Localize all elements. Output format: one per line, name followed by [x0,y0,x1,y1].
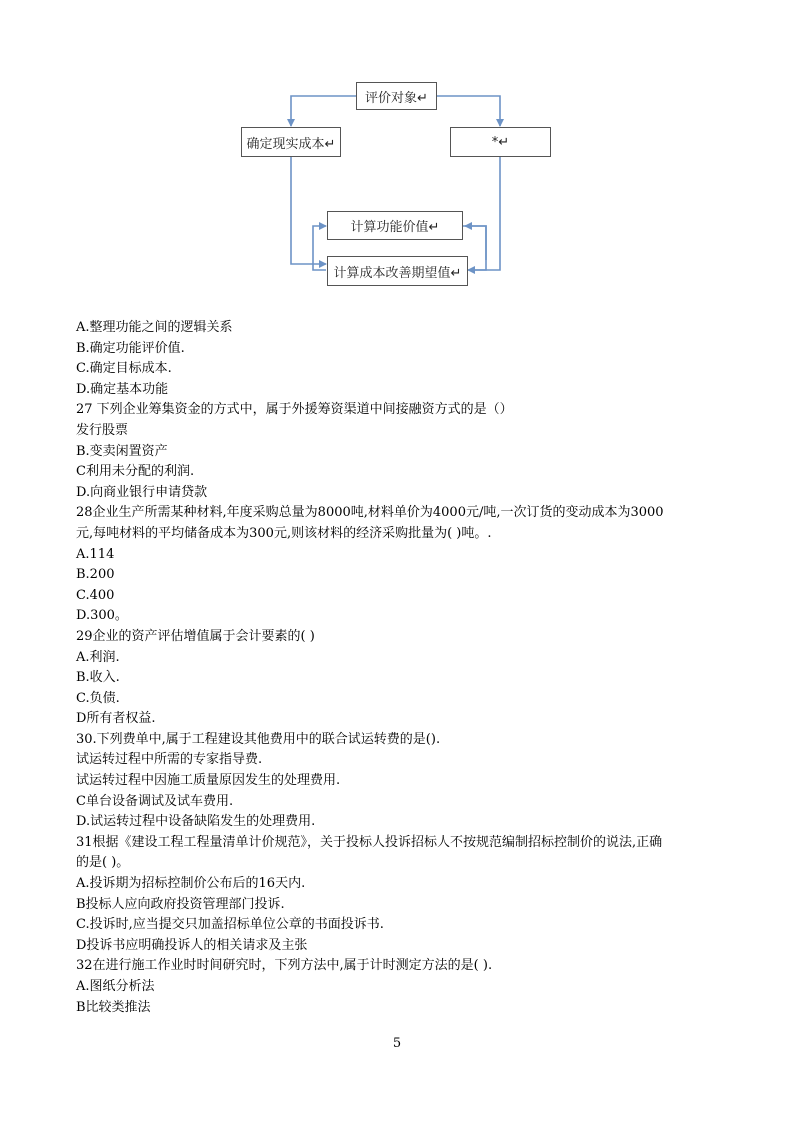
text-line: 28企业生产所需某种材料,年度采购总量为8000吨,材料单价为4000元/吨,一次订货的变动成本为3000 [76,505,664,521]
text-line: A.利润. [76,649,120,665]
text-line: 试运转过程中所需的专家指导费. [76,752,263,768]
text-line: C.负债. [76,690,120,706]
box-eval-object: 评价对象↵ [356,82,437,110]
text-line: 30.下列费单中,属于工程建设其他费用中的联合试运转费的是(). [76,731,441,747]
text-line: 27 下列企业筹集资金的方式中，属于外援筹资渠道中间接融资方式的是（） [76,402,513,418]
arrow-unknown-to-expect [468,157,500,270]
arrow-to-current-cost [291,96,356,126]
text-line: C单台设备调试及试车费用. [76,793,234,809]
text-line: A.图纸分析法 [76,979,155,994]
text-line: B.200 [76,567,115,583]
text-line: C.确定目标成本. [76,361,172,377]
text-line: D投诉书应明确投诉人的相关请求及主张 [76,937,308,953]
text-line: A.整理功能之间的逻辑关系 [76,320,233,335]
box-calc-cost-expectation: 计算成本改善期望值↵ [327,256,468,286]
page-number: 5 [392,1036,402,1051]
box-unknown: *↵ [450,127,551,157]
arrow-current-cost-to-expect [291,157,326,264]
text-line: B.变卖闲置资产 [76,443,168,459]
text-line: D.300。 [76,608,128,624]
flow-diagram [0,0,794,310]
text-line: 的是( )。 [76,855,130,871]
text-line: C利用未分配的利润. [76,464,195,480]
text-line: A.投诉期为招标控制价公布后的16天内. [76,876,306,892]
text-line: B投标人应向政府投资管理部门投诉. [76,896,285,912]
text-line: D所有者权益. [76,711,156,727]
question-text [76,318,776,1018]
text-line: 元,每吨材料的平均储备成本为300元,则该材料的经济采购批量为( )吨。. [76,525,492,541]
box-calc-function-value: 计算功能价值↵ [327,211,463,240]
arrow-right-loop-head [465,226,486,260]
text-line: 31根据《建设工程工程量清单计价规范》，关于投标人投诉招标人不按规范编制招标控制价的说法,正确 [76,834,663,850]
arrow-to-unknown [437,96,500,126]
text-line: B比较类推法 [76,999,151,1015]
box-current-cost: 确定现实成本↵ [241,127,341,157]
text-line: C.400 [76,587,115,603]
text-line: D.确定基本功能 [76,381,169,397]
text-line: 发行股票 [76,422,129,438]
text-line: D.试运转过程中设备缺陷发生的处理费用. [76,814,316,830]
text-line: D.向商业银行申请贷款 [76,484,208,500]
text-line: B.收入. [76,670,120,686]
text-line: A.114 [76,546,115,562]
text-line: 29企业的资产评估增值属于会计要素的( ) [76,628,315,644]
text-line: B.确定功能评价值. [76,340,185,356]
text-line: C.投诉时,应当提交只加盖招标单位公章的书面投诉书. [76,917,384,933]
text-line: 32在进行施工作业时时间研究时，下列方法中,属于计时测定方法的是( ). [76,958,493,974]
text-line: 试运转过程中因施工质量原因发生的处理费用. [76,773,341,789]
